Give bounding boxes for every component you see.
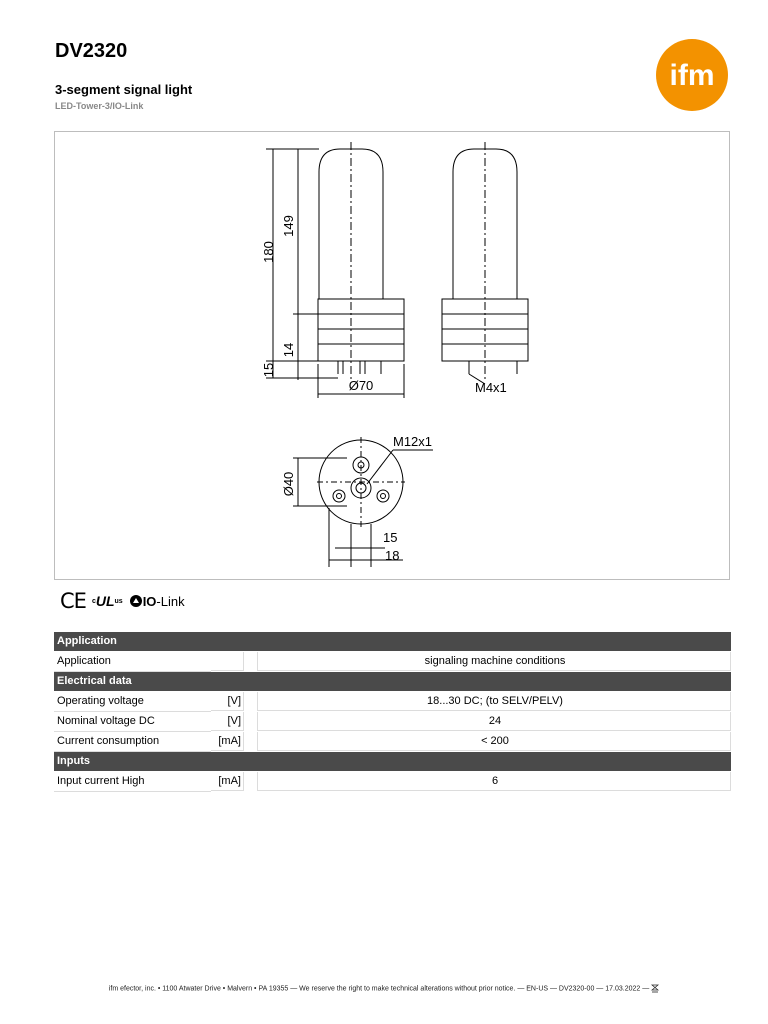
io-link-symbol-icon: [129, 594, 143, 608]
ifm-logo: [655, 38, 729, 112]
row-label: Input current High: [57, 775, 145, 787]
row-value: 6: [491, 775, 499, 787]
table-row: [54, 712, 731, 731]
row-unit: [mA]: [218, 775, 241, 787]
table-row: [54, 652, 731, 671]
dim-15b-label: 15: [383, 530, 398, 545]
table-row: [54, 692, 731, 711]
section-electrical: Electrical data: [54, 672, 731, 691]
ul-c: c: [91, 597, 96, 605]
dim-15-label: 15: [261, 362, 276, 378]
row-value: 18...30 DC; (to SELV/PELV): [427, 695, 563, 707]
document-status-icon: [651, 984, 659, 993]
ce-mark-icon: CE: [60, 589, 86, 613]
row-label: Nominal voltage DC: [57, 715, 155, 727]
ul-us: us: [114, 597, 123, 605]
io-link-icon: [129, 594, 185, 609]
dim-14-label: 14: [281, 342, 296, 358]
dimension-drawing-svg: [55, 132, 731, 581]
row-label: Operating voltage: [57, 695, 144, 707]
link-text: -Link: [156, 593, 185, 609]
product-code: DV2320: [55, 40, 128, 62]
row-unit: [V]: [227, 715, 241, 727]
dim-180-label: 180: [261, 241, 276, 263]
product-subtitle: LED-Tower-3/IO-Link: [55, 101, 144, 111]
row-value: 24: [488, 715, 502, 727]
row-label: Current consumption: [57, 735, 160, 747]
specs-table: [54, 632, 731, 792]
row-label: Application: [57, 655, 111, 667]
certification-marks: [60, 589, 185, 613]
dim-18-label: 18: [385, 548, 400, 563]
io-text: IO: [142, 593, 157, 609]
dim-149-label: 149: [281, 215, 296, 237]
dim-m4-label: M4x1: [475, 380, 507, 395]
ul-mark-icon: [92, 593, 123, 609]
dim-d70-label: Ø70: [348, 378, 374, 393]
section-inputs: Inputs: [54, 752, 731, 771]
row-unit: [V]: [227, 695, 241, 707]
page-footer: [0, 984, 768, 993]
product-title: 3-segment signal light: [55, 82, 193, 97]
ifm-logo-icon: [655, 38, 729, 112]
row-unit: [mA]: [218, 735, 241, 747]
row-value: < 200: [481, 735, 509, 747]
table-row: [54, 772, 731, 791]
tower-base-left: [318, 299, 404, 361]
dimension-drawing: [54, 131, 730, 580]
table-row: [54, 732, 731, 751]
row-value: signaling machine conditions: [424, 655, 566, 667]
footer-text: ifm efector, inc. • 1100 Atwater Drive • Malvern • PA 19355 — We reserve the right to make technical alterations without prior notice. — EN-US — DV2320-00 — 17.03.2022 —: [108, 985, 650, 993]
dim-m12-label: M12x1: [393, 434, 433, 449]
logo-text: ifm: [669, 59, 715, 92]
dim-d40-label: Ø40: [281, 471, 296, 497]
ul-text: UL: [95, 593, 115, 609]
section-application: Application: [54, 632, 731, 651]
